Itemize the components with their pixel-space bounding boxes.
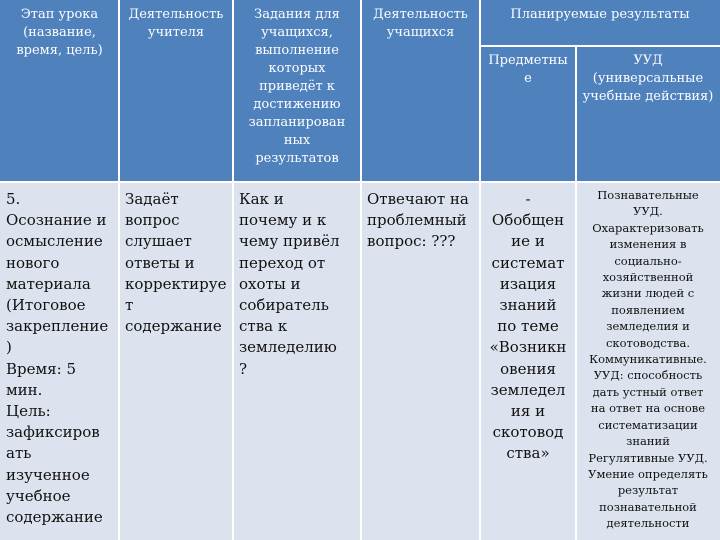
cell-uud-results: Познавательные УУД. Охарактеризовать изменения в социально- хозяйственной жизни людей с появлением земледелия и скотоводства. Коммуникативные. УУД: способность дать устный ответ на ответ на основе систематизации знаний Регулятивные УУД. Умение определять результат познавательной деятельности: [576, 182, 720, 540]
grid-line: [479, 45, 720, 47]
header-stage: Этап урока (название, время, цель): [0, 0, 119, 182]
grid-line: [232, 0, 234, 540]
header-uud: УУД (универсальные учебные действия): [576, 46, 720, 182]
grid-line: [575, 45, 577, 540]
cell-stage: 5. Осознание и осмысление нового материала (Итоговое закрепление ) Время: 5 мин. Цель: зафиксиров ать изученное учебное содержание: [0, 182, 119, 540]
header-planned-results: Планируемые результаты: [480, 0, 720, 46]
cell-tasks: Как и почему и к чему привёл переход от охоты и собиратель ства к земледелию ?: [233, 182, 361, 540]
grid-line: [0, 181, 720, 183]
header-subject-results: Предметны е: [480, 46, 576, 182]
grid-line: [479, 0, 481, 540]
header-tasks: Задания для учащихся, выполнение которых приведёт к достижению запланирован ных результатов: [233, 0, 361, 182]
header-students: Деятельность учащихся: [361, 0, 480, 182]
grid-line: [118, 0, 120, 540]
cell-subject-results: - Обобщен ие и системат изация знаний по теме «Возникн овения земледел ия и скотовод ства»: [480, 182, 576, 540]
cell-teacher-activity: Задаёт вопрос слушает ответы и корректируе т содержание: [119, 182, 233, 540]
grid-line: [360, 0, 362, 540]
cell-student-activity: Отвечают на проблемный вопрос: ???: [361, 182, 480, 540]
header-teacher: Деятельность учителя: [119, 0, 233, 182]
